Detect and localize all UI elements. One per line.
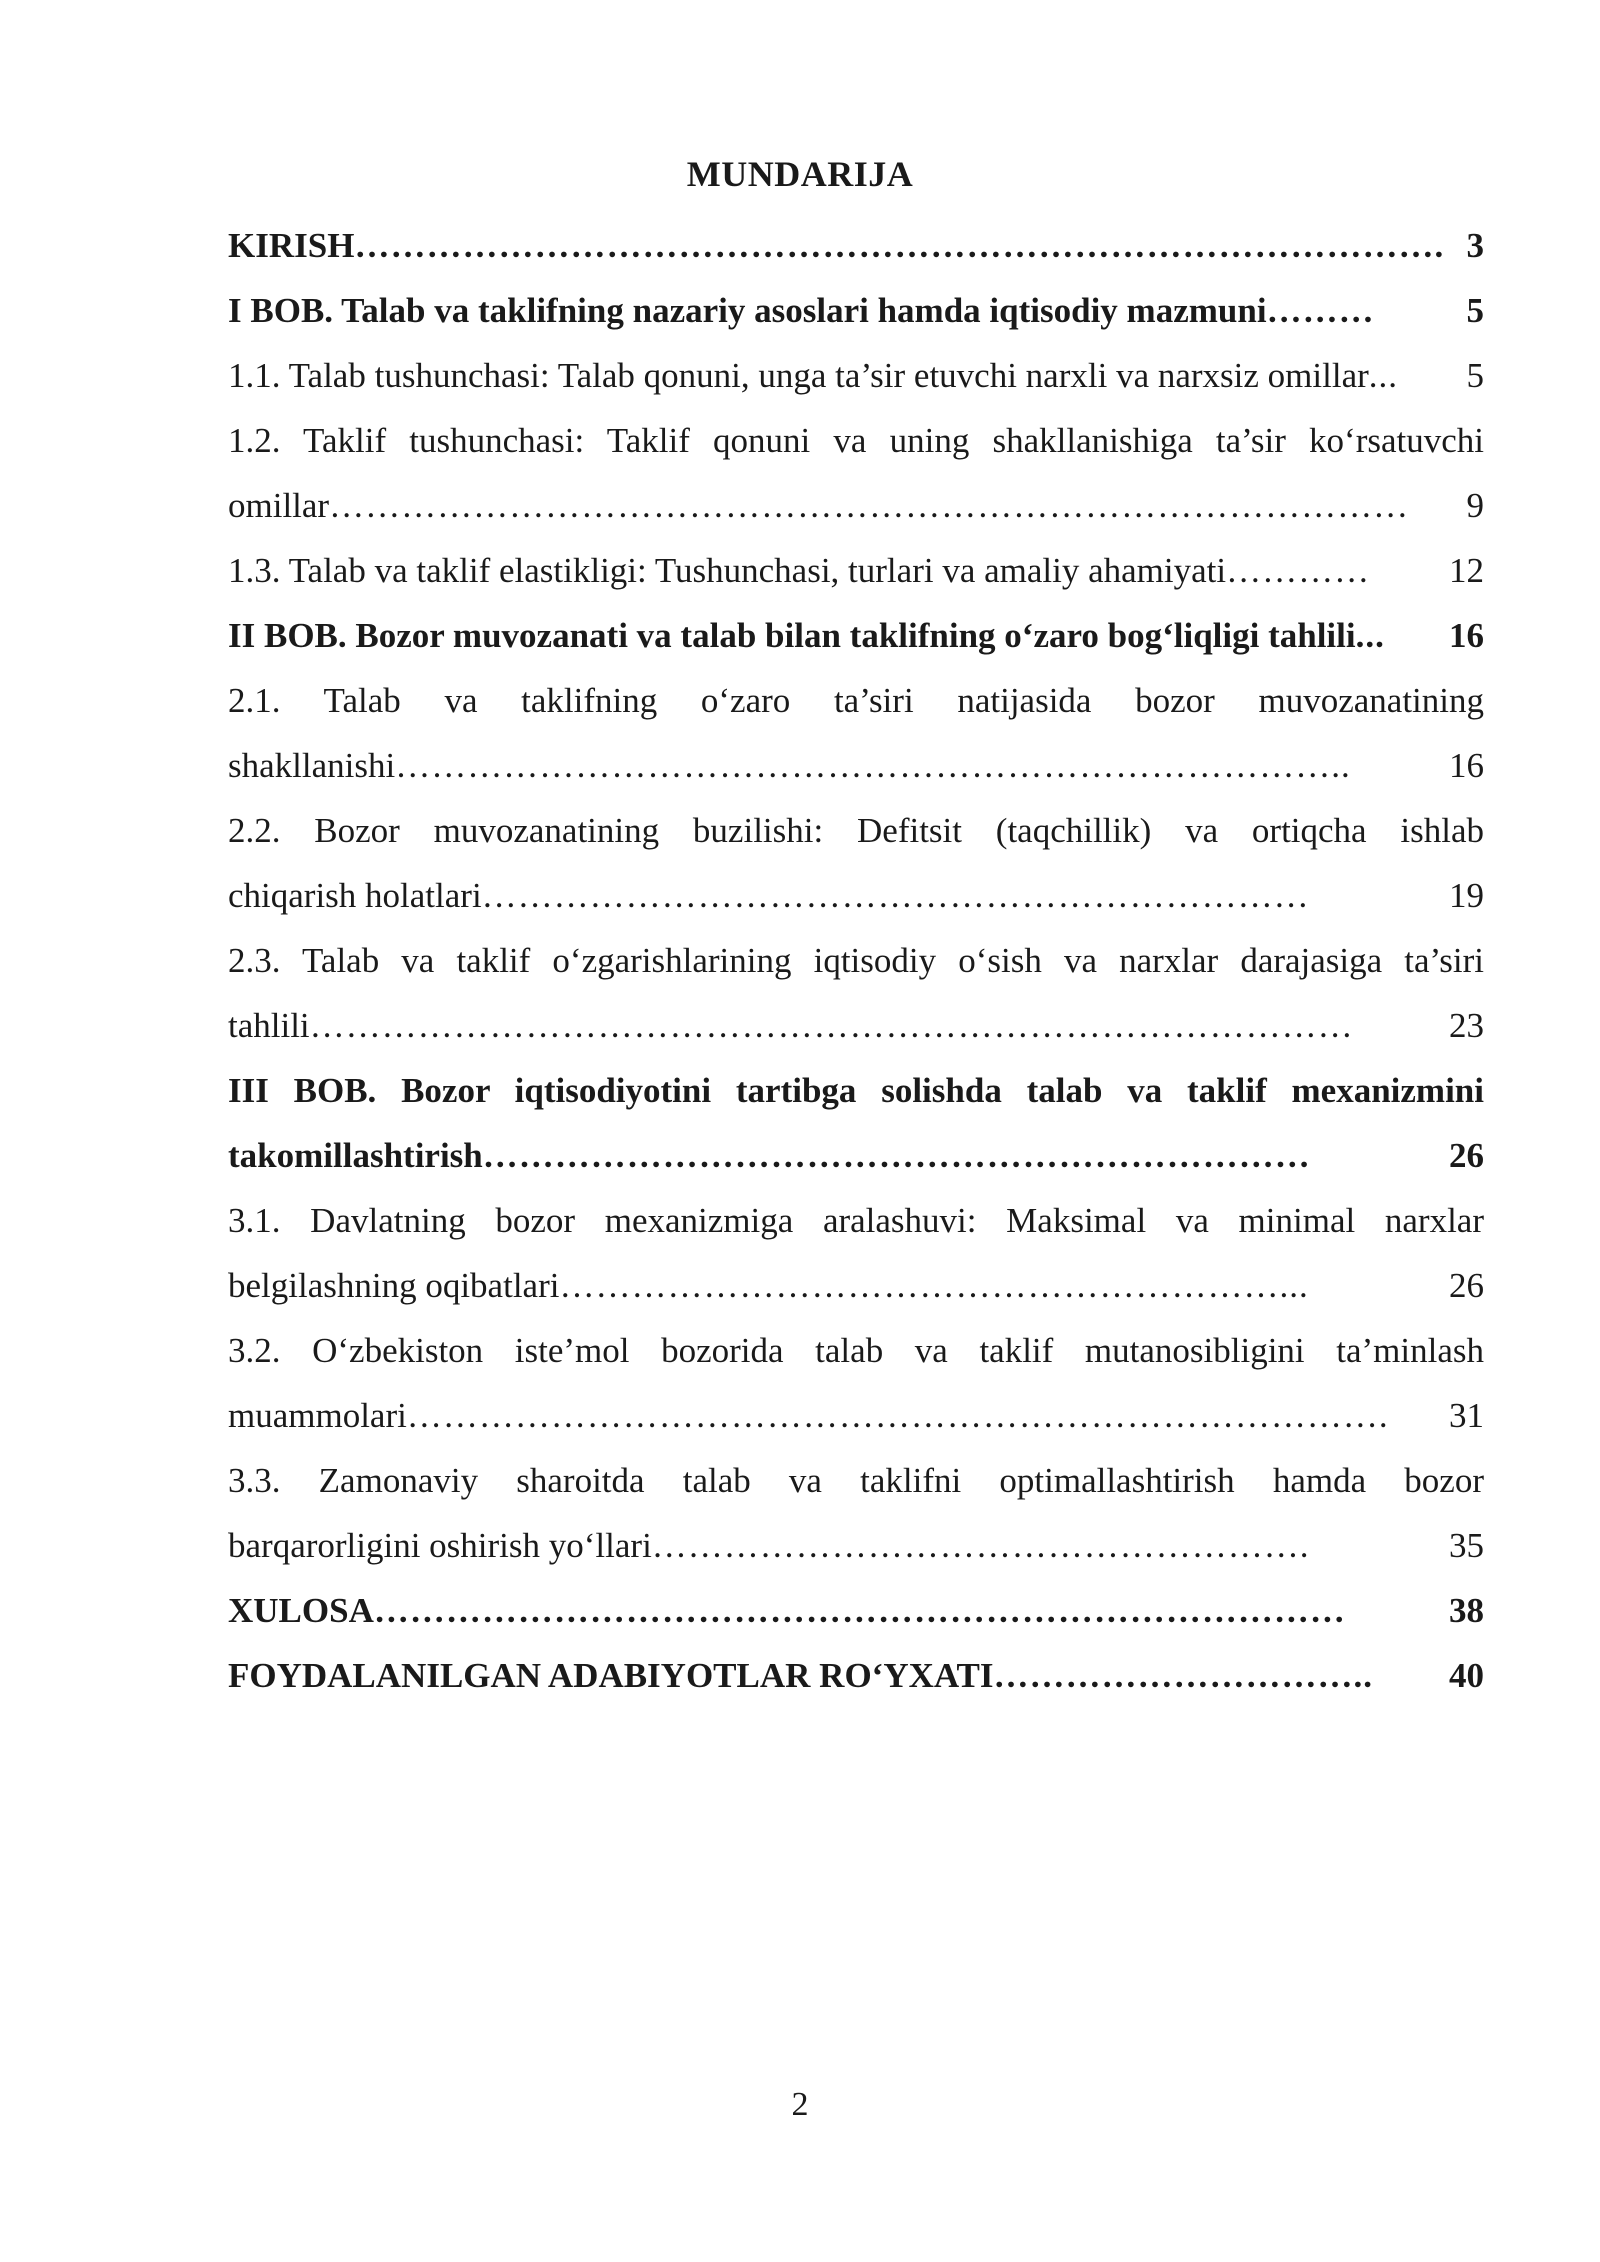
toc-entry-text: III BOB. Bozor iqtisodiyotini tartibga solishda talab va taklif mexanizmini [228,1071,1484,1110]
toc-entry-text: 1.3. Talab va taklif elastikligi: Tushunchasi, turlari va amaliy ahamiyati [228,551,1227,590]
toc-page-number: 5 [1466,291,1484,330]
toc-entry-text: 3.2. O‘zbekiston iste’mol bozorida talab va taklif mutanosibligini ta’minlash [228,1331,1484,1370]
toc-entry-line [228,1188,1484,1253]
toc-leader-dots: ……………………………………………………... [559,1266,1309,1305]
toc-entry-line [228,213,1484,278]
toc-entry-text: 3.3. Zamonaviy sharoitda talab va taklifni optimallashtirish hamda bozor [228,1461,1484,1500]
toc-page-number: 26 [1449,1266,1484,1305]
toc-leader-dots: ……………………………………………………………………………… [329,486,1410,525]
toc-page-number: 19 [1449,876,1484,915]
toc-entry-line [228,1123,1484,1188]
toc-leader-dots: ………………………….. [993,1656,1374,1695]
toc-entry-line [228,798,1484,863]
toc-leader-dots: ……… [1266,291,1375,330]
toc-entry-line [228,733,1484,798]
toc-page-number: 16 [1449,746,1484,785]
toc-page-number: 38 [1449,1591,1484,1630]
toc-leader-dots: ………………………………………………………………………………. [354,226,1445,265]
toc-entry-line [228,1448,1484,1513]
table-of-contents [228,213,1484,1708]
toc-entry-line [228,1383,1484,1448]
toc-page-number: 26 [1449,1136,1484,1175]
toc-entry-text: barqarorligini oshirish yo‘llari [228,1526,652,1565]
toc-entry-text: chiqarish holatlari [228,876,482,915]
toc-page-number: 23 [1449,1006,1484,1045]
toc-entry-line [228,668,1484,733]
toc-entry-line [228,1318,1484,1383]
toc-entry-line [228,928,1484,993]
toc-entry-text: tahlili [228,1006,310,1045]
toc-leader-dots: …………………………………………………………………….. [395,746,1351,785]
toc-entry-text: muammolari [228,1396,407,1435]
toc-page-number: 35 [1449,1526,1484,1565]
toc-entry-text: I BOB. Talab va taklifning nazariy asoslari hamda iqtisodiy mazmuni [228,291,1267,330]
toc-page-number: 5 [1466,356,1484,395]
toc-entry-line [228,473,1484,538]
toc-entry-text: shakllanishi [228,746,396,785]
toc-entry-text: 1.2. Taklif tushunchasi: Taklif qonuni va uning shakllanishiga ta’sir ko‘rsatuvchi [228,421,1484,460]
toc-page-number: 31 [1449,1396,1484,1435]
toc-entry-text: 1.1. Talab tushunchasi: Talab qonuni, unga ta’sir etuvchi narxli va narxsiz omillar [228,356,1369,395]
toc-leader-dots: ... [1355,616,1385,655]
toc-page-number: 3 [1466,226,1484,265]
toc-leader-dots: …………………………………………………………… [481,876,1310,915]
toc-entry-line [228,408,1484,473]
toc-page-number: 12 [1449,551,1484,590]
toc-entry-text: 3.1. Davlatning bozor mexanizmiga aralashuvi: Maksimal va minimal narxlar [228,1201,1484,1240]
toc-entry-text: 2.1. Talab va taklifning o‘zaro ta’siri natijasida bozor muvozanatining [228,681,1484,720]
toc-leader-dots: …………………………………………………………………………… [309,1006,1354,1045]
toc-entry-line [228,278,1484,343]
toc-entry-line [228,1253,1484,1318]
toc-leader-dots: ……………………………………………………………………… [373,1591,1346,1630]
toc-page-number: 40 [1449,1656,1484,1695]
toc-entry-line [228,1513,1484,1578]
toc-entry-line [228,1578,1484,1643]
toc-entry-text: II BOB. Bozor muvozanati va talab bilan taklifning o‘zaro bog‘liqligi tahlili [228,616,1356,655]
toc-entry-line [228,1643,1484,1708]
toc-entry-text: belgilashning oqibatlari [228,1266,560,1305]
page-number: 2 [791,2086,809,2123]
toc-entry-line [228,343,1484,408]
toc-entry-line [228,1058,1484,1123]
toc-entry-line [228,538,1484,603]
toc-leader-dots: ... [1368,356,1399,395]
toc-entry-text: KIRISH [228,226,355,265]
toc-entry-text: 2.2. Bozor muvozanatining buzilishi: Defitsit (taqchillik) va ortiqcha ishlab [228,811,1484,850]
toc-entry-text: FOYDALANILGAN ADABIYOTLAR RO‘YXATI [228,1656,994,1695]
toc-entry-text: 2.3. Talab va taklif o‘zgarishlarining iqtisodiy o‘sish va narxlar darajasiga ta’siri [228,941,1484,980]
toc-entry-line [228,863,1484,928]
toc-page-number: 9 [1466,486,1484,525]
toc-leader-dots: …………………………………………………………… [482,1136,1311,1175]
toc-page-number: 16 [1449,616,1484,655]
toc-leader-dots: ………… [1226,551,1371,590]
toc-entry-text: XULOSA [228,1591,374,1630]
toc-leader-dots: ………………………………………………. [651,1526,1310,1565]
toc-entry-line [228,993,1484,1058]
toc-entry-line [228,603,1484,668]
toc-entry-text: omillar [228,486,330,525]
toc-entry-text: takomillashtirish [228,1136,483,1175]
toc-title: MUNDARIJA [686,154,914,194]
toc-leader-dots: ………………………………………………………………………. [406,1396,1389,1435]
